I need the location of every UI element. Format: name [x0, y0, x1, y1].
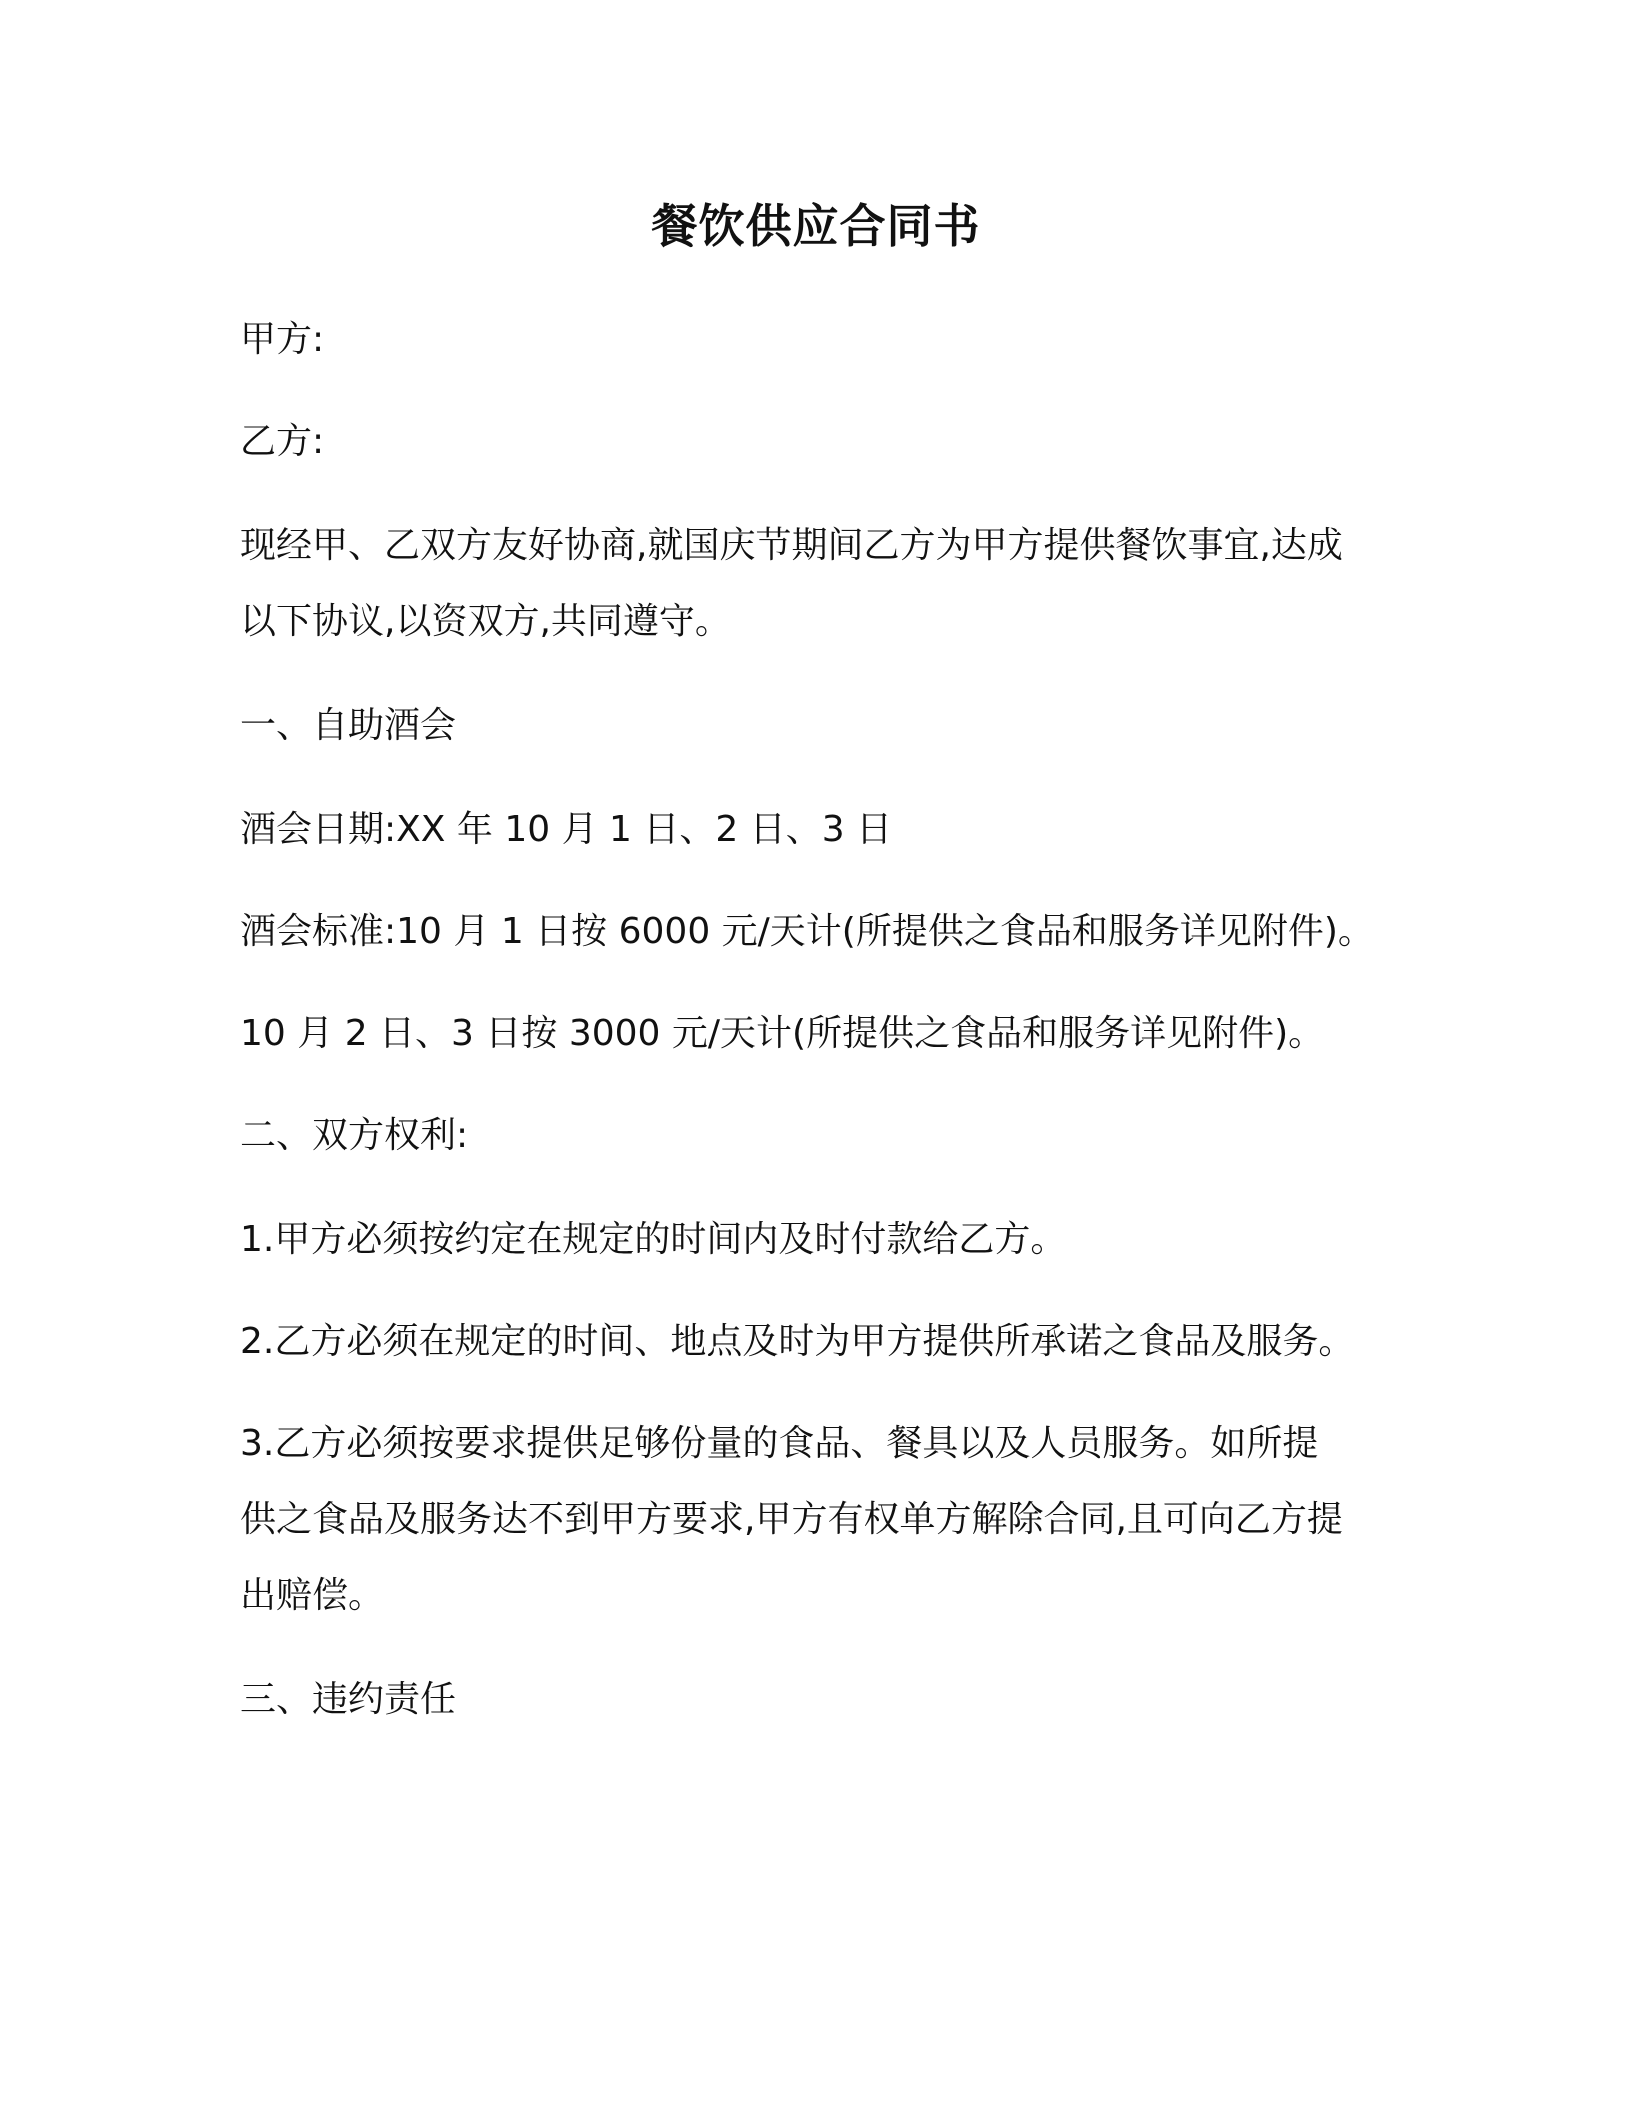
- section-1-heading: 一、自助酒会: [240, 705, 457, 746]
- banquet-date: 酒会日期:XX 年 10 月 1 日、2 日、3 日: [240, 809, 893, 850]
- rights-item-3-line: 出赔偿。: [240, 1575, 385, 1616]
- banquet-standard-2: 10 月 2 日、3 日按 3000 元/天计(所提供之食品和服务详见附件)。: [240, 1013, 1325, 1054]
- intro-line: 以下协议,以资双方,共同遵守。: [240, 601, 731, 642]
- document-title: 餐饮供应合同书: [651, 199, 981, 253]
- rights-item-3-line: 供之食品及服务达不到甲方要求,甲方有权单方解除合同,且可向乙方提: [240, 1499, 1343, 1540]
- party-a-label: 甲方:: [240, 319, 325, 360]
- intro-paragraph: [240, 508, 1390, 660]
- rights-item-2: 2.乙方必须在规定的时间、地点及时为甲方提供所承诺之食品及服务。: [240, 1321, 1355, 1362]
- section-3-heading: 三、违约责任: [240, 1679, 457, 1720]
- rights-item-1: 1.甲方必须按约定在规定的时间内及时付款给乙方。: [240, 1219, 1067, 1260]
- section-2-heading: 二、双方权利:: [240, 1115, 469, 1156]
- intro-line: 现经甲、乙双方友好协商,就国庆节期间乙方为甲方提供餐饮事宜,达成: [240, 525, 1343, 566]
- banquet-standard-1: 酒会标准:10 月 1 日按 6000 元/天计(所提供之食品和服务详见附件)。: [240, 911, 1374, 952]
- party-b-label: 乙方:: [240, 421, 325, 462]
- rights-item-3: [240, 1406, 1390, 1634]
- rights-item-3-line: 3.乙方必须按要求提供足够份量的食品、餐具以及人员服务。如所提: [240, 1423, 1319, 1464]
